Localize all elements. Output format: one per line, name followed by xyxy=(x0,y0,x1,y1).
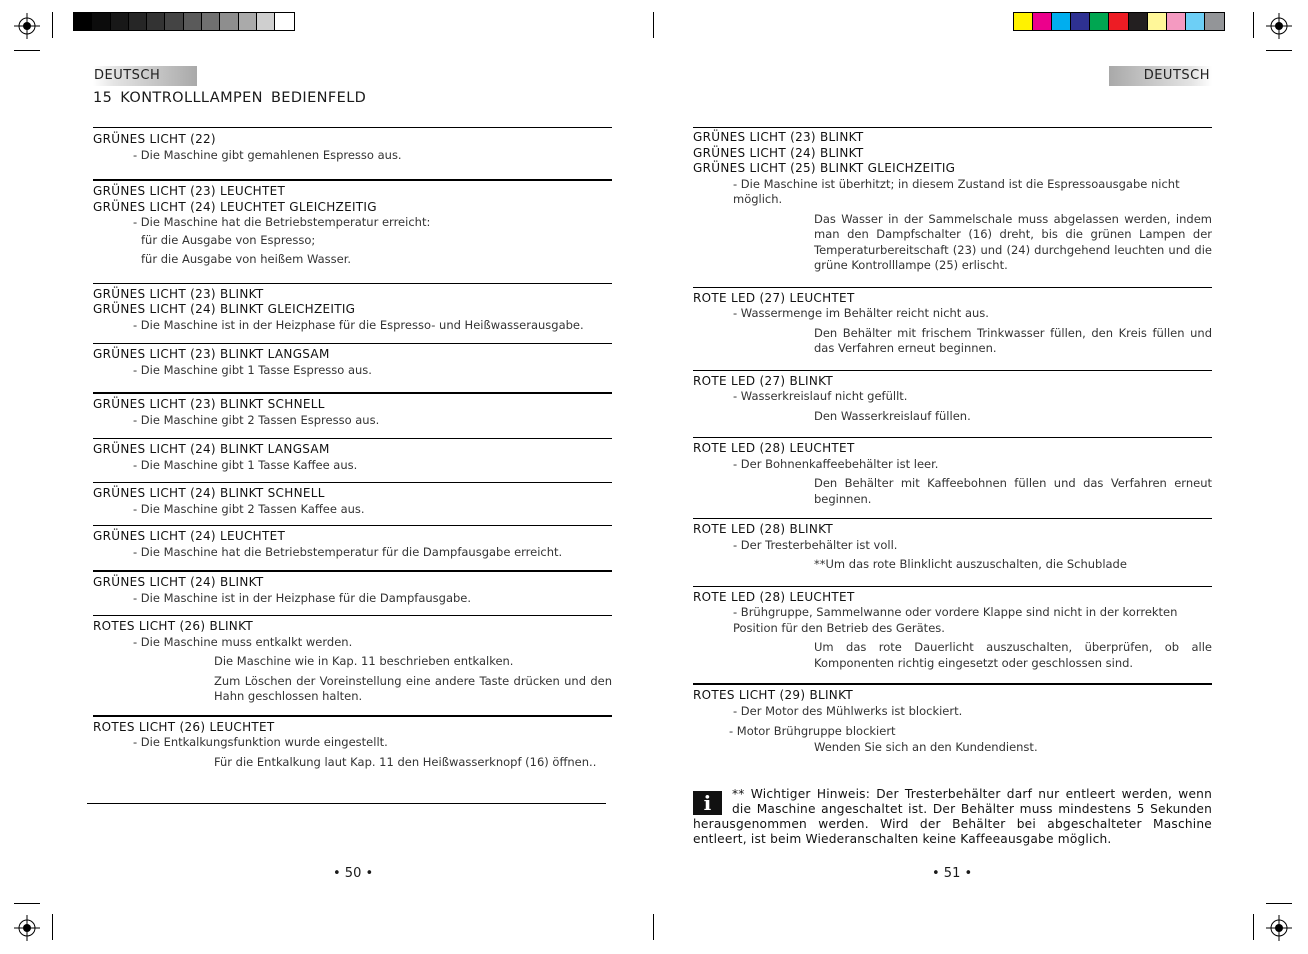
calibration-swatch xyxy=(1148,13,1167,30)
calibration-swatch xyxy=(202,13,220,30)
calibration-swatch xyxy=(239,13,257,30)
crop-mark xyxy=(52,12,53,38)
entry-heading: ROTES LICHT (26) LEUCHTET xyxy=(93,719,275,734)
registration-mark-bottom-right xyxy=(1266,915,1292,941)
entry-remedy: Den Behälter mit Kaffeebohnen füllen und das Verfahren erneut beginnen. xyxy=(814,476,1212,506)
page-number-left: • 50 • xyxy=(333,866,374,881)
status-entry xyxy=(693,586,1212,684)
entry-description: - Der Tresterbehälter ist voll. xyxy=(733,537,898,552)
crop-mark xyxy=(1253,914,1254,940)
entry-remedy: Den Wasserkreislauf füllen. xyxy=(814,408,971,423)
entry-heading: GRÜNES LICHT (24) BLINKT LANGSAM xyxy=(93,442,330,456)
calibration-swatch xyxy=(92,13,110,30)
calibration-swatch xyxy=(275,13,293,30)
calibration-swatch xyxy=(129,13,147,30)
calibration-swatch xyxy=(1071,13,1090,30)
entry-detail: für die Ausgabe von heißem Wasser. xyxy=(141,252,352,266)
grayscale-calibration-bar xyxy=(73,12,295,31)
entry-remedy: Zum Löschen der Voreinstellung eine andere Taste drücken und den Hahn geschlossen halten. xyxy=(214,673,612,703)
right-page-column xyxy=(693,127,1212,765)
color-calibration-bar xyxy=(1013,12,1225,31)
left-page-column xyxy=(93,127,612,770)
entry-heading: ROTE LED (27) LEUCHTET xyxy=(693,290,855,305)
status-entry xyxy=(93,570,612,615)
registration-mark-top-left xyxy=(14,13,40,39)
status-entry xyxy=(693,437,1212,518)
crop-mark xyxy=(653,12,654,38)
language-tab-left: DEUTSCH xyxy=(93,66,197,86)
entry-remedy: Wenden Sie sich an den Kundendienst. xyxy=(814,739,1038,754)
entry-heading: GRÜNES LICHT (23) LEUCHTET xyxy=(93,184,286,198)
status-entry xyxy=(93,343,612,392)
calibration-swatch xyxy=(1014,13,1033,30)
crop-mark xyxy=(1253,12,1254,38)
crop-mark xyxy=(1266,903,1292,904)
language-tab-right: DEUTSCH xyxy=(1109,66,1212,86)
entry-heading: ROTES LICHT (29) BLINKT xyxy=(693,688,853,702)
calibration-swatch xyxy=(1090,13,1109,30)
entry-heading: GRÜNES LICHT (23) BLINKT xyxy=(93,286,264,301)
calibration-swatch xyxy=(257,13,275,30)
section-title: 15 KONTROLLLAMPEN BEDIENFELD xyxy=(93,90,367,106)
entry-description: - Die Maschine gibt 1 Tasse Espresso aus. xyxy=(133,362,372,377)
entry-heading: GRÜNES LICHT (24) BLINKT GLEICHZEITIG xyxy=(93,302,356,316)
status-entry xyxy=(93,283,612,344)
calibration-swatch xyxy=(1186,13,1205,30)
registration-mark-bottom-left xyxy=(14,915,40,941)
entry-description: - Die Maschine ist in der Heizphase für die Dampfausgabe. xyxy=(133,590,472,605)
entry-heading: GRÜNES LICHT (24) LEUCHTET xyxy=(93,529,286,543)
entry-description: - Die Maschine hat die Betriebstemperatur erreicht: xyxy=(133,215,431,229)
entry-heading: ROTE LED (27) BLINKT xyxy=(693,373,833,388)
calibration-swatch xyxy=(1109,13,1128,30)
calibration-swatch xyxy=(111,13,129,30)
entry-description: - Die Maschine gibt 2 Tassen Espresso aus. xyxy=(133,412,380,427)
status-entry xyxy=(93,392,612,438)
calibration-swatch xyxy=(165,13,183,30)
entry-heading: GRÜNES LICHT (25) BLINKT GLEICHZEITIG xyxy=(693,161,956,175)
status-entry xyxy=(93,715,612,771)
section-end-rule xyxy=(87,803,606,804)
entry-description: - Die Entkalkungsfunktion wurde eingestellt. xyxy=(133,735,388,749)
entry-description: - Der Motor des Mühlwerks ist blockiert. xyxy=(733,703,963,718)
entry-description: - Die Maschine ist in der Heizphase für die Espresso- und Heißwasserausgabe. xyxy=(133,317,584,332)
status-entry xyxy=(693,127,1212,287)
entry-remedy: Die Maschine wie in Kap. 11 beschrieben entkalken. xyxy=(214,654,514,668)
entry-heading: ROTE LED (28) LEUCHTET xyxy=(693,589,855,604)
entry-remedy: Um das rote Dauerlicht auszuschalten, überprüfen, ob alle Komponenten richtig eingesetzt oder geschlossen sind. xyxy=(814,640,1212,670)
entry-remedy: Den Behälter mit frischem Trinkwasser füllen, den Kreis füllen und das Verfahren erneut beginnen. xyxy=(814,325,1212,355)
crop-mark xyxy=(653,914,654,940)
entry-remedy: Für die Entkalkung laut Kap. 11 den Heißwasserknopf (16) öffnen.. xyxy=(214,754,597,769)
calibration-swatch xyxy=(1167,13,1186,30)
calibration-swatch xyxy=(1033,13,1052,30)
entry-description: - Die Maschine muss entkalkt werden. xyxy=(133,634,353,649)
entry-description: - Der Bohnenkaffeebehälter ist leer. xyxy=(733,456,939,471)
calibration-swatch xyxy=(1205,13,1224,30)
entry-heading: GRÜNES LICHT (23) BLINKT LANGSAM xyxy=(93,347,330,361)
entry-remedy: **Um das rote Blinklicht auszuschalten, die Schublade xyxy=(814,557,1127,571)
calibration-swatch xyxy=(1129,13,1148,30)
status-entry xyxy=(693,287,1212,370)
calibration-swatch xyxy=(74,13,92,30)
entry-description: - Die Maschine gibt 2 Tassen Kaffee aus. xyxy=(133,501,365,516)
calibration-swatch xyxy=(1052,13,1071,30)
entry-remedy: Das Wasser in der Sammelschale muss abgelassen werden, indem man den Dampfschalter (16) dreht, bis die grünen Lampen der Temperaturbereitschaft (23) und (24) durchgehend leuchten und die grüne Kontrolllampe (25) erlischt. xyxy=(814,211,1212,272)
status-entry xyxy=(693,683,1212,765)
calibration-swatch xyxy=(184,13,202,30)
entry-description: - Die Maschine hat die Betriebstemperatur für die Dampfausgabe erreicht. xyxy=(133,544,563,559)
status-entry xyxy=(693,370,1212,438)
info-icon: i xyxy=(693,791,722,815)
entry-heading: ROTE LED (28) LEUCHTET xyxy=(693,441,855,455)
status-entry xyxy=(93,438,612,482)
status-entry xyxy=(93,179,612,283)
entry-description: - Die Maschine ist überhitzt; in diesem Zustand ist die Espressoausgabe nicht möglich. xyxy=(733,176,1180,206)
entry-description: - Wassermenge im Behälter reicht nicht aus. xyxy=(733,306,989,320)
entry-heading: GRÜNES LICHT (24) BLINKT xyxy=(693,145,864,160)
entry-heading: GRÜNES LICHT (22) xyxy=(93,132,216,146)
crop-mark xyxy=(52,914,53,940)
status-entry xyxy=(93,615,612,715)
entry-description: - Die Maschine gibt gemahlenen Espresso aus. xyxy=(133,147,402,162)
entry-heading: GRÜNES LICHT (24) BLINKT SCHNELL xyxy=(93,486,325,500)
important-note xyxy=(693,787,1212,847)
entry-description: - Die Maschine gibt 1 Tasse Kaffee aus. xyxy=(133,457,358,472)
status-entry xyxy=(93,525,612,570)
calibration-swatch xyxy=(147,13,165,30)
status-entry xyxy=(693,518,1212,586)
status-entry xyxy=(93,127,612,179)
registration-mark-top-right xyxy=(1266,13,1292,39)
entry-detail: für die Ausgabe von Espresso; xyxy=(141,232,316,247)
important-note-text: ** Wichtiger Hinweis: Der Tresterbehälter darf nur entleert werden, wenn die Maschine angeschaltet ist. Der Behälter muss mindestens 5 Sekunden herausgenommen werden. Wird der Behälter bei abgeschalteter Maschine entleert, ist beim Wiederanschalten keine Kaffeeausgabe möglich. xyxy=(693,787,1212,846)
entry-heading: GRÜNES LICHT (24) LEUCHTET GLEICHZEITIG xyxy=(93,199,377,214)
entry-description: - Wasserkreislauf nicht gefüllt. xyxy=(733,389,908,403)
entry-heading: ROTE LED (28) BLINKT xyxy=(693,522,833,536)
entry-heading: GRÜNES LICHT (24) BLINKT xyxy=(93,575,264,589)
entry-description: - Brühgruppe, Sammelwanne oder vordere Klappe sind nicht in der korrekten Position für den Betrieb des Gerätes. xyxy=(733,605,1178,635)
page-number-right: • 51 • xyxy=(932,866,973,881)
crop-mark xyxy=(1266,50,1292,51)
calibration-swatch xyxy=(220,13,238,30)
entry-description: - Motor Brühgruppe blockiert xyxy=(729,724,896,738)
crop-mark xyxy=(14,50,40,51)
entry-heading: GRÜNES LICHT (23) BLINKT xyxy=(693,130,864,144)
crop-mark xyxy=(14,903,40,904)
entry-heading: GRÜNES LICHT (23) BLINKT SCHNELL xyxy=(93,397,325,411)
entry-heading: ROTES LICHT (26) BLINKT xyxy=(93,619,253,633)
status-entry xyxy=(93,482,612,525)
